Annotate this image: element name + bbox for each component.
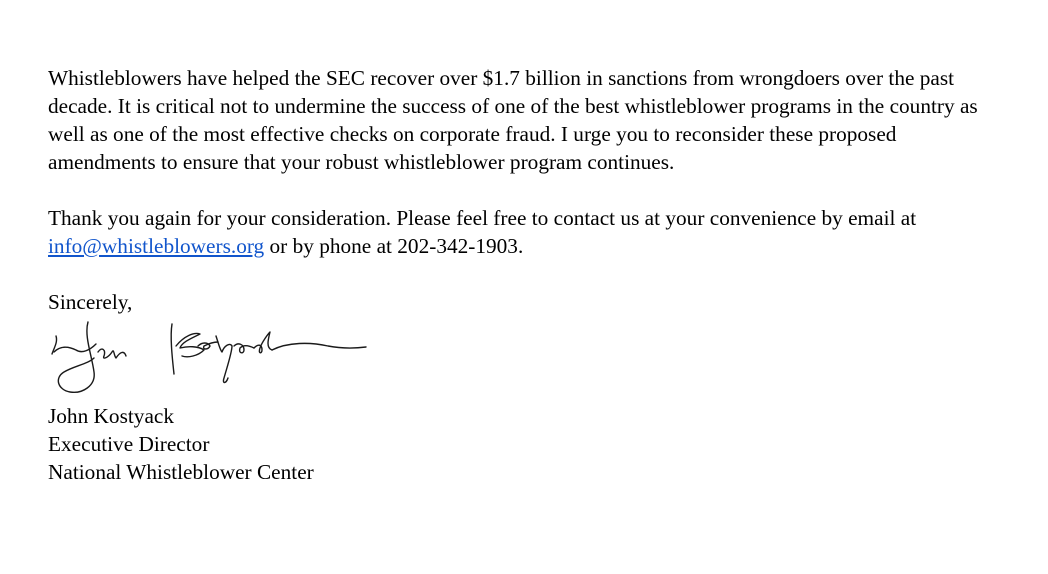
signature-block — [48, 402, 1008, 486]
closing-salutation: Sincerely, — [48, 290, 133, 314]
handwritten-signature — [48, 316, 368, 402]
contact-text-after: or by phone at 202-342-1903. — [264, 234, 524, 258]
signer-name: John Kostyack — [48, 404, 174, 428]
contact-text-before: Thank you again for your consideration. Please feel free to contact us at your convenience by email at — [48, 206, 917, 230]
email-link[interactable]: info@whistleblowers.org — [48, 234, 265, 258]
signer-title: Executive Director — [48, 432, 210, 456]
paragraph-sanctions: Whistleblowers have helped the SEC recover over $1.7 billion in sanctions from wrongdoers over the past decade. It is critical not to undermine the success of one of the best whistleblower programs in the country as well as one of the most effective checks on corporate fraud. I urge you to reconsider these proposed amendments to ensure that your robust whistleblower program continues. — [48, 66, 978, 174]
signer-organization: National Whistleblower Center — [48, 460, 314, 484]
paragraph-contact — [48, 204, 1008, 260]
letter-body — [48, 64, 1008, 486]
